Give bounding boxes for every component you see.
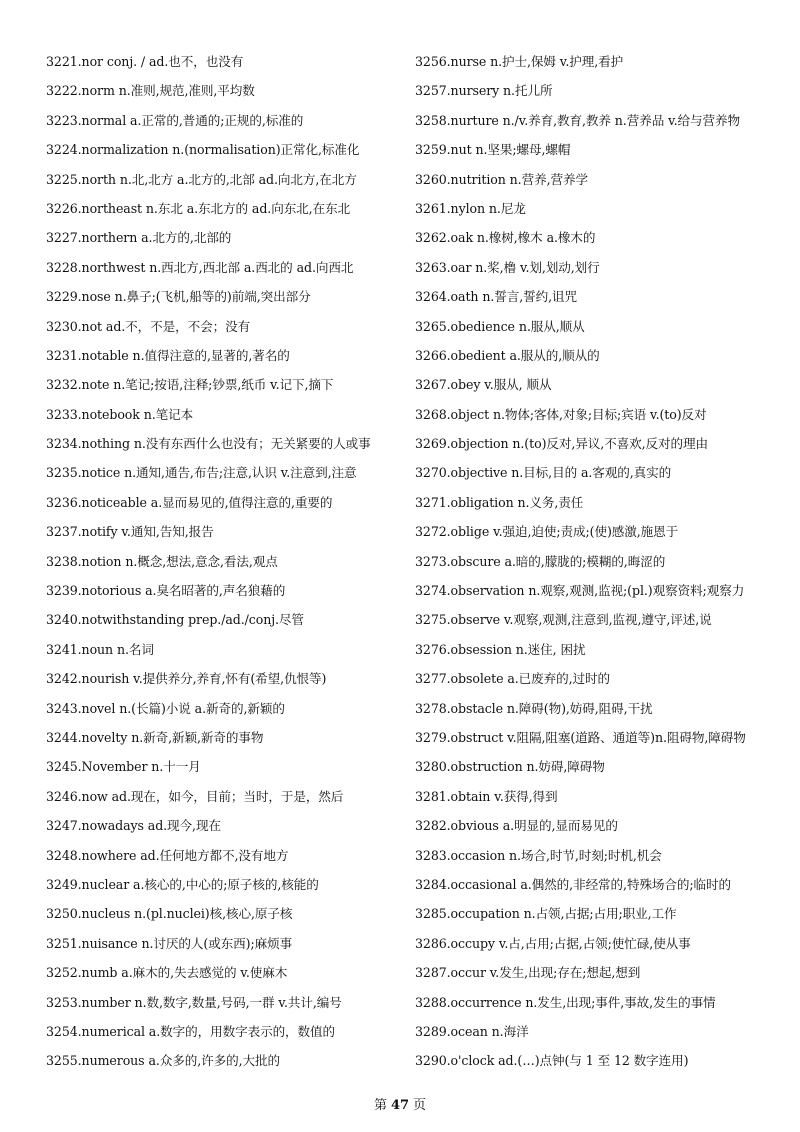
- vocab-entry: 3239.notorious a.臭名昭著的,声名狼藉的: [46, 583, 286, 599]
- vocab-entry: 3228.northwest n.西北方,西北部 a.西北的 ad.向西北: [46, 259, 354, 275]
- vocab-entry: 3233.notebook n.笔记本: [46, 406, 194, 422]
- vocab-entry: 3258.nurture n./v.养育,教育,教养 n.营养品 v.给与营养物: [415, 112, 740, 128]
- vocab-entry: 3249.nuclear a.核心的,中心的;原子核的,核能的: [46, 876, 319, 892]
- vocab-entry: 3286.occupy v.占,占用;占据,占领;使忙碌,使从事: [415, 935, 691, 951]
- vocab-entry: 3250.nucleus n.(pl.nuclei)核,核心,原子核: [46, 906, 293, 922]
- vocab-entry: 3229.nose n.鼻子;(飞机,船等的)前端,突出部分: [46, 289, 311, 305]
- vocab-entry: 3270.objective n.目标,目的 a.客观的,真实的: [415, 465, 672, 481]
- vocab-entry: 3272.oblige v.强迫,迫使;责成;(使)感激,施恩于: [415, 524, 679, 540]
- vocab-entry: 3230.not ad.不，不是，不会；没有: [46, 318, 251, 334]
- vocab-entry: 3235.notice n.通知,通告,布告;注意,认识 v.注意到,注意: [46, 465, 357, 481]
- vocab-entry: 3277.obsolete a.已废弃的,过时的: [415, 671, 611, 687]
- vocab-entry: 3259.nut n.坚果;螺母,螺帽: [415, 142, 571, 158]
- vocab-entry: 3251.nuisance n.讨厌的人(或东西);麻烦事: [46, 935, 293, 951]
- vocab-entry: 3265.obedience n.服从,顺从: [415, 318, 585, 334]
- vocab-entry: 3280.obstruction n.妨碍,障碍物: [415, 759, 605, 775]
- vocab-entry: 3236.noticeable a.显而易见的,值得注意的,重要的: [46, 494, 333, 510]
- vocab-entry: 3244.novelty n.新奇,新颖,新奇的事物: [46, 729, 264, 745]
- vocab-entry: 3262.oak n.橡树,橡木 a.橡木的: [415, 230, 596, 246]
- vocab-entry: 3237.notify v.通知,告知,报告: [46, 524, 214, 540]
- vocab-entry: 3242.nourish v.提供养分,养育,怀有(希望,仇恨等): [46, 671, 327, 687]
- vocab-entry: 3241.noun n.名词: [46, 641, 154, 657]
- vocab-entry: 3284.occasional a.偶然的,非经常的,特殊场合的;临时的: [415, 876, 732, 892]
- vocab-entry: 3255.numerous a.众多的,许多的,大批的: [46, 1053, 281, 1069]
- vocab-entry: 3290.o'clock ad.(…)点钟(与 1 至 12 数字连用): [415, 1053, 689, 1069]
- vocab-entry: 3279.obstruct v.阻隔,阻塞(道路、通道等)n.阻碍物,障碍物: [415, 729, 746, 745]
- vocab-entry: 3254.numerical a.数字的，用数字表示的，数值的: [46, 1023, 336, 1039]
- vocab-entry: 3266.obedient a.服从的,顺从的: [415, 347, 600, 363]
- vocab-entry: 3252.numb a.麻木的,失去感觉的 v.使麻木: [46, 965, 288, 981]
- page-footer: [0, 1094, 800, 1113]
- vocab-entry: 3227.northern a.北方的,北部的: [46, 230, 232, 246]
- vocab-entry: 3282.obvious a.明显的,显而易见的: [415, 818, 618, 834]
- footer-prefix: 第: [373, 1098, 387, 1113]
- vocab-entry: 3261.nylon n.尼龙: [415, 200, 526, 216]
- vocab-entry: 3226.northeast n.东北 a.东北方的 ad.向东北,在东北: [46, 200, 351, 216]
- vocab-entry: 3224.normalization n.(normalisation)正常化,标准化: [46, 142, 360, 158]
- right-column: [415, 47, 785, 1076]
- vocab-entry: 3247.nowadays ad.现今,现在: [46, 818, 221, 834]
- vocab-entry: 3245.November n.十一月: [46, 759, 201, 775]
- vocab-entry: 3260.nutrition n.营养,营养学: [415, 171, 588, 187]
- vocab-entry: 3221.nor conj. / ad.也不，也没有: [46, 54, 244, 69]
- vocab-entry: 3257.nursery n.托儿所: [415, 83, 553, 99]
- left-column: [46, 47, 398, 1076]
- vocab-entry: 3240.notwithstanding prep./ad./conj.尽管: [46, 612, 304, 628]
- page-number: 47: [390, 1098, 410, 1113]
- vocab-entry: 3248.nowhere ad.任何地方都不,没有地方: [46, 847, 289, 863]
- vocab-entry: 3246.now ad.现在，如今，目前；当时，于是，然后: [46, 788, 344, 804]
- vocab-entry: 3283.occasion n.场合,时节,时刻;时机,机会: [415, 847, 662, 863]
- vocab-entry: 3253.number n.数,数字,数量,号码,一群 v.共计,编号: [46, 994, 342, 1010]
- vocab-entry: 3267.obey v.服从, 顺从: [415, 377, 552, 393]
- vocab-entry: 3234.nothing n.没有东西什么也没有；无关紧要的人或事: [46, 436, 371, 452]
- vocab-entry: 3276.obsession n.迷住, 困扰: [415, 641, 586, 657]
- vocab-entry: 3222.norm n.准则,规范,准则,平均数: [46, 83, 255, 99]
- vocab-entry: 3274.observation n.观察,观测,监视;(pl.)观察资料;观察力: [415, 583, 745, 599]
- vocab-entry: 3225.north n.北,北方 a.北方的,北部 ad.向北方,在北方: [46, 171, 357, 187]
- vocab-entry: 3256.nurse n.护士,保姆 v.护理,看护: [415, 54, 624, 69]
- vocab-entry: 3289.ocean n.海洋: [415, 1023, 529, 1039]
- vocab-entry: 3231.notable n.值得注意的,显著的,著名的: [46, 347, 290, 363]
- vocab-entry: 3285.occupation n.占领,占据;占用;职业,工作: [415, 906, 677, 922]
- vocab-entry: 3288.occurrence n.发生,出现;事件,事故,发生的事情: [415, 994, 716, 1010]
- vocab-entry: 3281.obtain v.获得,得到: [415, 788, 558, 804]
- vocab-entry: 3287.occur v.发生,出现;存在;想起,想到: [415, 965, 641, 981]
- footer-suffix: 页: [413, 1098, 427, 1113]
- vocab-entry: 3223.normal a.正常的,普通的;正规的,标准的: [46, 112, 304, 128]
- vocab-entry: 3273.obscure a.暗的,朦胧的;模糊的,晦涩的: [415, 553, 666, 569]
- vocab-entry: 3264.oath n.誓言,誓约,诅咒: [415, 289, 578, 305]
- vocab-entry: 3275.observe v.观察,观测,注意到,监视,遵守,评述,说: [415, 612, 712, 628]
- vocab-entry: 3243.novel n.(长篇)小说 a.新奇的,新颖的: [46, 700, 285, 716]
- vocab-entry: 3263.oar n.桨,橹 v.划,划动,划行: [415, 259, 600, 275]
- vocab-entry: 3269.objection n.(to)反对,异议,不喜欢,反对的理由: [415, 436, 709, 452]
- vocab-entry: 3271.obligation n.义务,责任: [415, 494, 584, 510]
- vocab-entry: 3278.obstacle n.障碍(物),妨碍,阻碍,干扰: [415, 700, 653, 716]
- vocab-entry: 3232.note n.笔记;按语,注释;钞票,纸币 v.记下,摘下: [46, 377, 334, 393]
- vocab-entry: 3238.notion n.概念,想法,意念,看法,观点: [46, 553, 278, 569]
- vocab-entry: 3268.object n.物体;客体,对象;目标;宾语 v.(to)反对: [415, 406, 707, 422]
